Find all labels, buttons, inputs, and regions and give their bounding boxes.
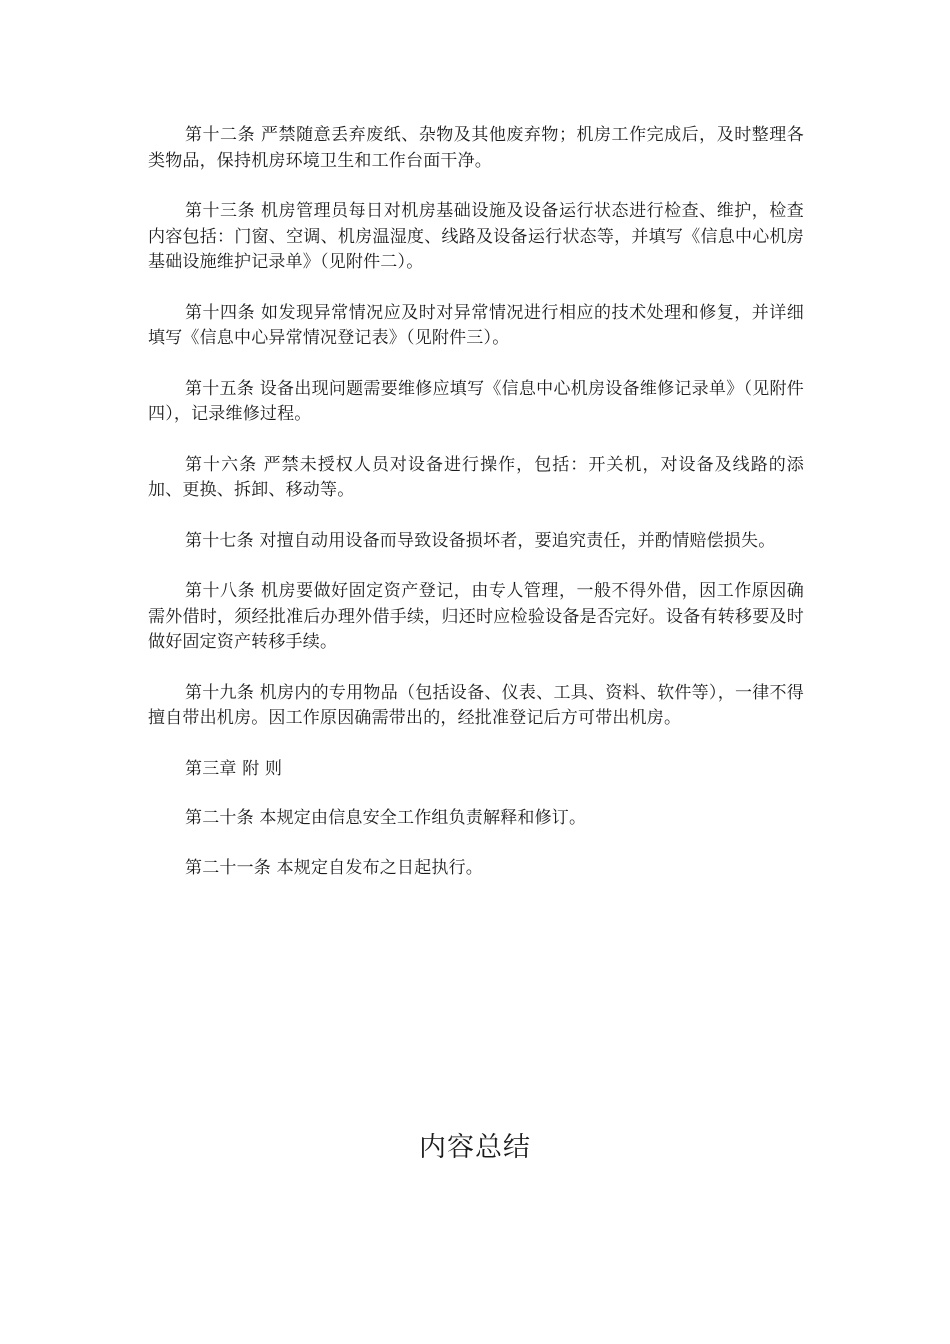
article-19: 第十九条 机房内的专用物品（包括设备、仪表、工具、资料、软件等），一律不得擅自带出机房。因工作原因确需带出的，经批准登记后方可带出机房。 bbox=[148, 682, 804, 728]
article-14: 第十四条 如发现异常情况应及时对异常情况进行相应的技术处理和修复，并详细填写《信息中心异常情况登记表》（见附件三）。 bbox=[148, 302, 804, 348]
chapter-3-heading: 第三章 附 则 bbox=[185, 758, 283, 779]
article-18: 第十八条 机房要做好固定资产登记，由专人管理，一般不得外借，因工作原因确需外借时，须经批准后办理外借手续，归还时应检验设备是否完好。设备有转移要及时做好固定资产转移手续。 bbox=[148, 581, 804, 652]
article-15: 第十五条 设备出现问题需要维修应填写《信息中心机房设备维修记录单》（见附件四），记录维修过程。 bbox=[148, 378, 804, 424]
summary-title: 内容总结 bbox=[419, 1132, 531, 1163]
document-body bbox=[148, 123, 804, 905]
article-21: 第二十一条 本规定自发布之日起执行。 bbox=[185, 857, 484, 878]
article-17: 第十七条 对擅自动用设备而导致设备损坏者，要追究责任，并酌情赔偿损失。 bbox=[185, 530, 776, 551]
article-13: 第十三条 机房管理员每日对机房基础设施及设备运行状态进行检查、维护，检查内容包括：门窗、空调、机房温湿度、线路及设备运行状态等，并填写《信息中心机房基础设施维护记录单》（见附件二）。 bbox=[148, 201, 804, 272]
article-12: 第十二条 严禁随意丢弃废纸、杂物及其他废弃物；机房工作完成后，及时整理各类物品，保持机房环境卫生和工作台面干净。 bbox=[148, 125, 804, 171]
article-16: 第十六条 严禁未授权人员对设备进行操作，包括：开关机，对设备及线路的添加、更换、拆卸、移动等。 bbox=[148, 454, 804, 500]
article-20: 第二十条 本规定由信息安全工作组负责解释和修订。 bbox=[185, 808, 587, 828]
